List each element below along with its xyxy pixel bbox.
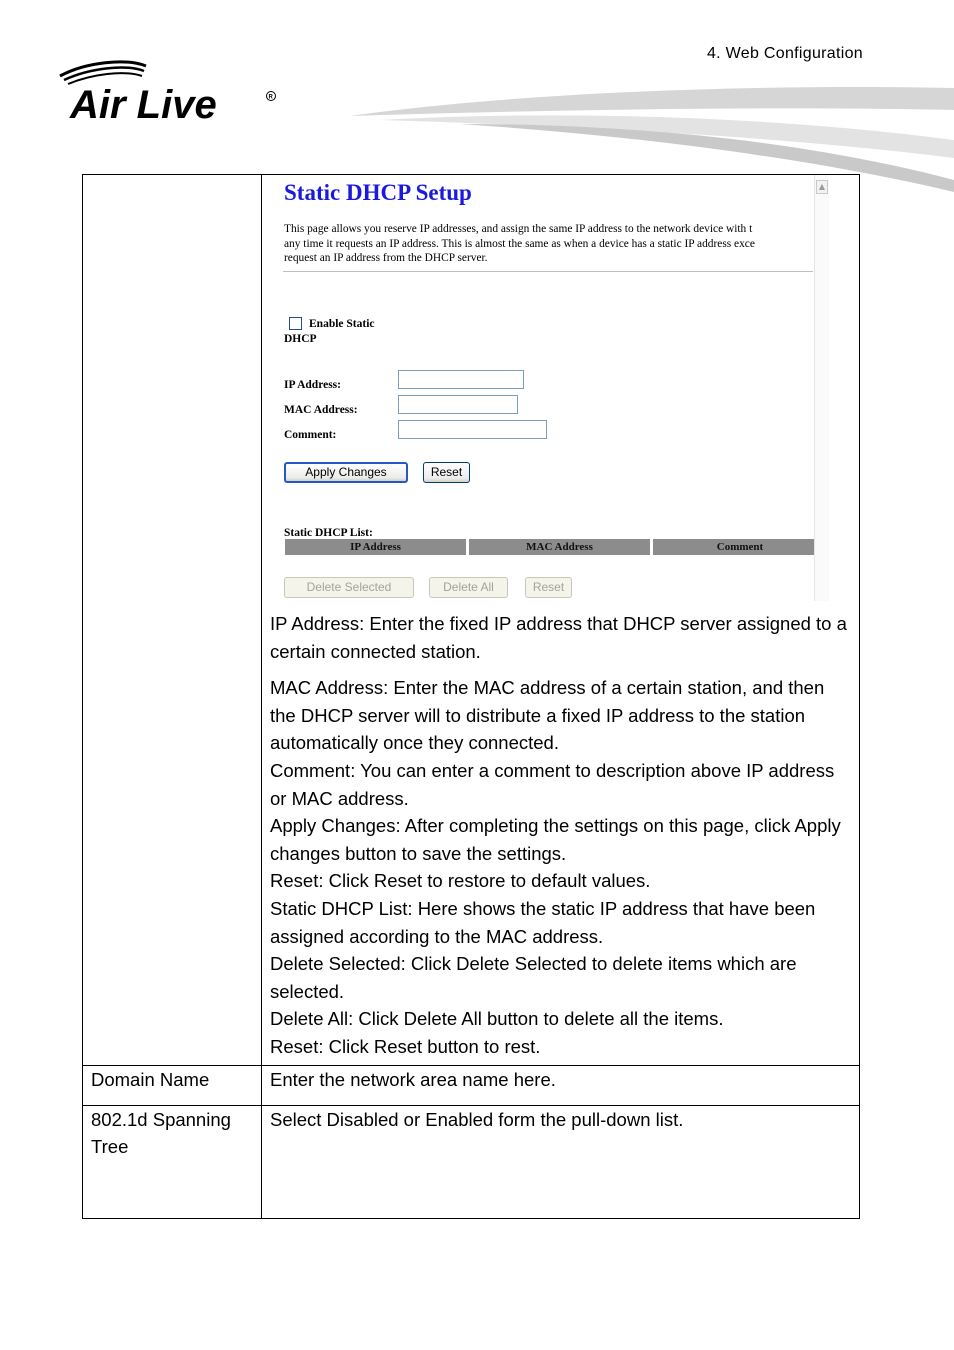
page-description [284,222,824,266]
delete-selected-description: Delete Selected: Click Delete Selected to delete items which are selected. [270,953,797,1002]
enable-label-line1: Enable Static [309,318,375,330]
airlive-logo [56,58,281,124]
description-line: This page allows you reserve IP addresses, and assign the same IP address to the network device with t [284,223,753,235]
delete-selected-button[interactable]: Delete Selected [284,577,414,598]
static-dhcp-list-title: Static DHCP List: [284,527,373,539]
reset-list-description: Reset: Click Reset button to rest. [270,1035,541,1057]
mac-address-label: MAC Address: [284,404,358,416]
spanning-tree-description: Select Disabled or Enabled form the pull-down list. [262,1105,860,1218]
vertical-scrollbar[interactable] [814,175,829,601]
svg-text:R: R [268,94,273,101]
mac-address-description: MAC Address: Enter the MAC address of a certain station, and then the DHCP server will to distribute a fixed IP address to the station automatically once they connected. [270,677,825,754]
column-header-comment: Comment [653,539,827,555]
reset-button[interactable]: Reset [423,462,470,483]
delete-all-description: Delete All: Click Delete All button to delete all the items. [270,1008,724,1030]
chapter-heading: 4. Web Configuration [706,45,863,62]
settings-table [82,174,860,1219]
spanning-tree-label: 802.1d Spanning Tree [83,1105,262,1218]
description-line: request an IP address from the DHCP server. [284,252,488,265]
label-cell-empty [83,175,262,1066]
mac-address-input[interactable] [398,395,518,414]
comment-label: Comment: [284,429,337,441]
domain-name-description: Enter the network area name here. [262,1065,860,1105]
enable-label-line2: DHCP [284,333,317,345]
column-header-ip: IP Address [285,539,466,555]
apply-changes-description: Apply Changes: After completing the settings on this page, click Apply changes button to save the settings. [270,815,841,864]
static-dhcp-list-description: Static DHCP List: Here shows the static IP address that have been assigned according to the MAC address. [270,897,816,947]
table-row [83,1105,860,1218]
table-row [83,1065,860,1105]
description-line: any time it requests an IP address. This is almost the same as when a device has a static IP address exce [284,237,755,250]
logo-wordmark: Air Live [70,83,217,124]
divider [283,271,813,272]
reset-list-button[interactable]: Reset [525,577,572,598]
ip-address-input[interactable] [398,370,524,389]
table-row [83,175,860,1066]
description-cell [262,175,860,1066]
static-dhcp-screenshot [270,175,846,601]
delete-all-button[interactable]: Delete All [429,577,508,598]
ip-address-label: IP Address: [284,379,341,391]
comment-input[interactable] [398,420,547,439]
enable-static-dhcp-checkbox[interactable] [289,317,302,330]
domain-name-label: Domain Name [83,1065,262,1105]
page-title: Static DHCP Setup [284,180,472,205]
scroll-up-arrow-icon[interactable]: ▲ [816,180,828,194]
column-header-mac: MAC Address [469,539,650,555]
ip-address-description: IP Address: Enter the fixed IP address that DHCP server assigned to a certain connected station. [270,613,847,662]
comment-description: Comment: You can enter a comment to description above IP address or MAC address. [270,759,835,809]
apply-changes-button[interactable]: Apply Changes [284,462,408,483]
reset-description: Reset: Click Reset to restore to default values. [270,870,651,892]
